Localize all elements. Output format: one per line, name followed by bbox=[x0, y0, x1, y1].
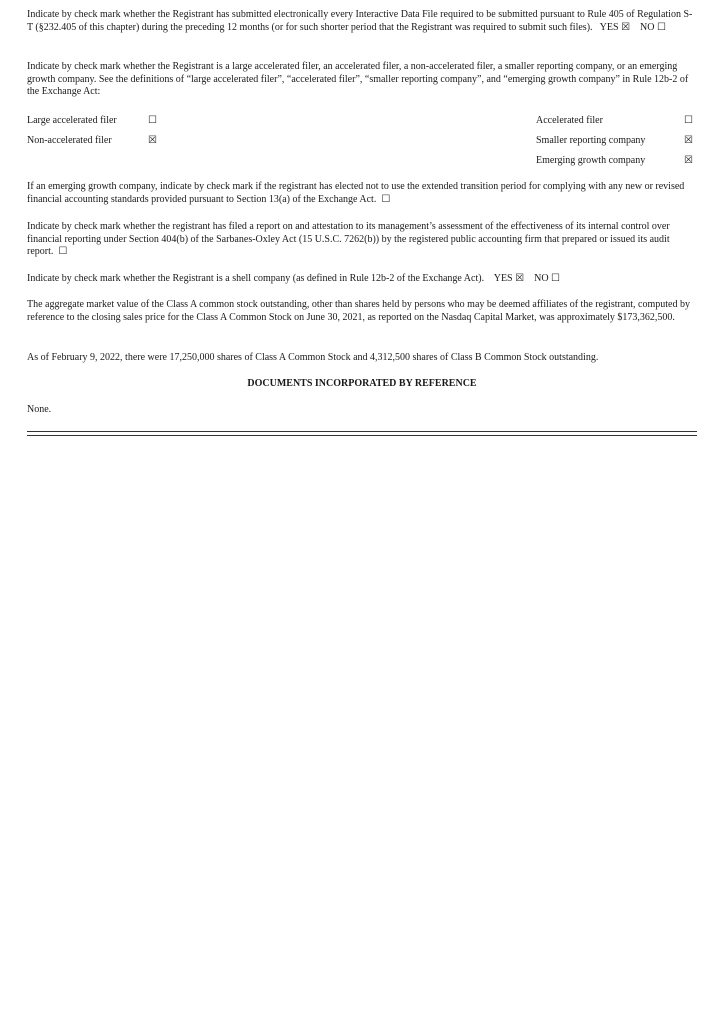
filer-row-1 bbox=[27, 115, 697, 129]
icfr-attestation-paragraph bbox=[27, 221, 697, 259]
filer-row-2 bbox=[27, 135, 697, 149]
filer-status-intro: Indicate by check mark whether the Registrant is a large accelerated filer, an accelerated filer, a non-accelerated filer, a smaller reporting company, or an emerging growth company. See the definitions of “large accelerated filer”, “accelerated filer”, “smaller reporting company”, and “emerging growth company” in Rule 12b-2 of the Exchange Act: bbox=[27, 61, 689, 98]
documents-incorporated-value: None. bbox=[27, 404, 52, 415]
emerging-growth-election-paragraph bbox=[27, 181, 697, 206]
shares-outstanding-paragraph: As of February 9, 2022, there were 17,250,000 shares of Class A Common Stock and 4,312,500 shares of Class B Common Stock outstanding. bbox=[27, 352, 599, 363]
shell-company-yes-checkbox[interactable]: ☒ bbox=[515, 273, 525, 284]
market-value-paragraph: The aggregate market value of the Class A common stock outstanding, other than shares held by persons who may be deemed affiliates of the registrant, computed by reference to the closing sales price for the Class A Common Stock on June 30, 2021, as reported on the Nasdaq Capital Market, was approximately $173,362,500. bbox=[27, 299, 690, 323]
shell-company-no-checkbox[interactable]: ☐ bbox=[551, 273, 561, 284]
icfr-attestation-text: Indicate by check mark whether the registrant has filed a report on and attestation to its management’s assessment of the effectiveness of its internal control over financial reporting under Section 404(b) of the Sarbanes-Oxley Act (15 U.S.C. 7262(b)) by the registered public accounting firm that prepared or issued its audit report. bbox=[27, 221, 670, 258]
interactive-data-paragraph bbox=[27, 9, 697, 34]
emerging-growth-election-text: If an emerging growth company, indicate by check mark if the registrant has elected not to use the extended transition period for complying with any new or revised financial accounting standards provided pursuant to Section 13(a) of the Exchange Act. bbox=[27, 181, 685, 205]
interactive-data-yes-label: YES bbox=[599, 21, 619, 33]
shell-company-no-label: NO bbox=[534, 273, 549, 284]
interactive-data-text: Indicate by check mark whether the Registrant has submitted electronically every Interactive Data File required to be submitted pursuant to Rule 405 of Regulation S-T (§232.405 of this chapter) during the preceding 12 months (or for such shorter period that the Registrant was required to submit such files). bbox=[27, 9, 693, 33]
interactive-data-no-label: NO bbox=[640, 21, 655, 33]
shell-company-paragraph bbox=[27, 273, 697, 286]
filer-row-3 bbox=[27, 155, 697, 169]
bottom-rule-bottom bbox=[27, 435, 697, 436]
smaller-reporting-company-label: Smaller reporting company bbox=[536, 135, 646, 146]
large-accelerated-filer-label: Large accelerated filer bbox=[27, 115, 117, 126]
bottom-rule-top bbox=[27, 431, 697, 432]
smaller-reporting-company-checkbox[interactable]: ☒ bbox=[684, 135, 693, 146]
accelerated-filer-label: Accelerated filer bbox=[536, 115, 603, 126]
large-accelerated-filer-checkbox[interactable]: ☐ bbox=[148, 115, 157, 126]
shell-company-text: Indicate by check mark whether the Registrant is a shell company (as defined in Rule 12b-2 of the Exchange Act). bbox=[27, 273, 485, 284]
interactive-data-yes-checkbox[interactable]: ☒ bbox=[621, 21, 631, 33]
emerging-growth-company-checkbox[interactable]: ☒ bbox=[684, 155, 693, 166]
interactive-data-no-checkbox[interactable]: ☐ bbox=[657, 21, 666, 33]
emerging-growth-company-label: Emerging growth company bbox=[536, 155, 646, 166]
shell-company-yes-label: YES bbox=[493, 273, 513, 284]
non-accelerated-filer-label: Non-accelerated filer bbox=[27, 135, 112, 146]
accelerated-filer-checkbox[interactable]: ☐ bbox=[684, 115, 693, 126]
non-accelerated-filer-checkbox[interactable]: ☒ bbox=[148, 135, 157, 146]
emerging-growth-election-checkbox[interactable]: ☐ bbox=[381, 193, 391, 205]
documents-incorporated-heading: DOCUMENTS INCORPORATED BY REFERENCE bbox=[247, 378, 477, 389]
icfr-attestation-checkbox[interactable]: ☐ bbox=[58, 246, 68, 258]
